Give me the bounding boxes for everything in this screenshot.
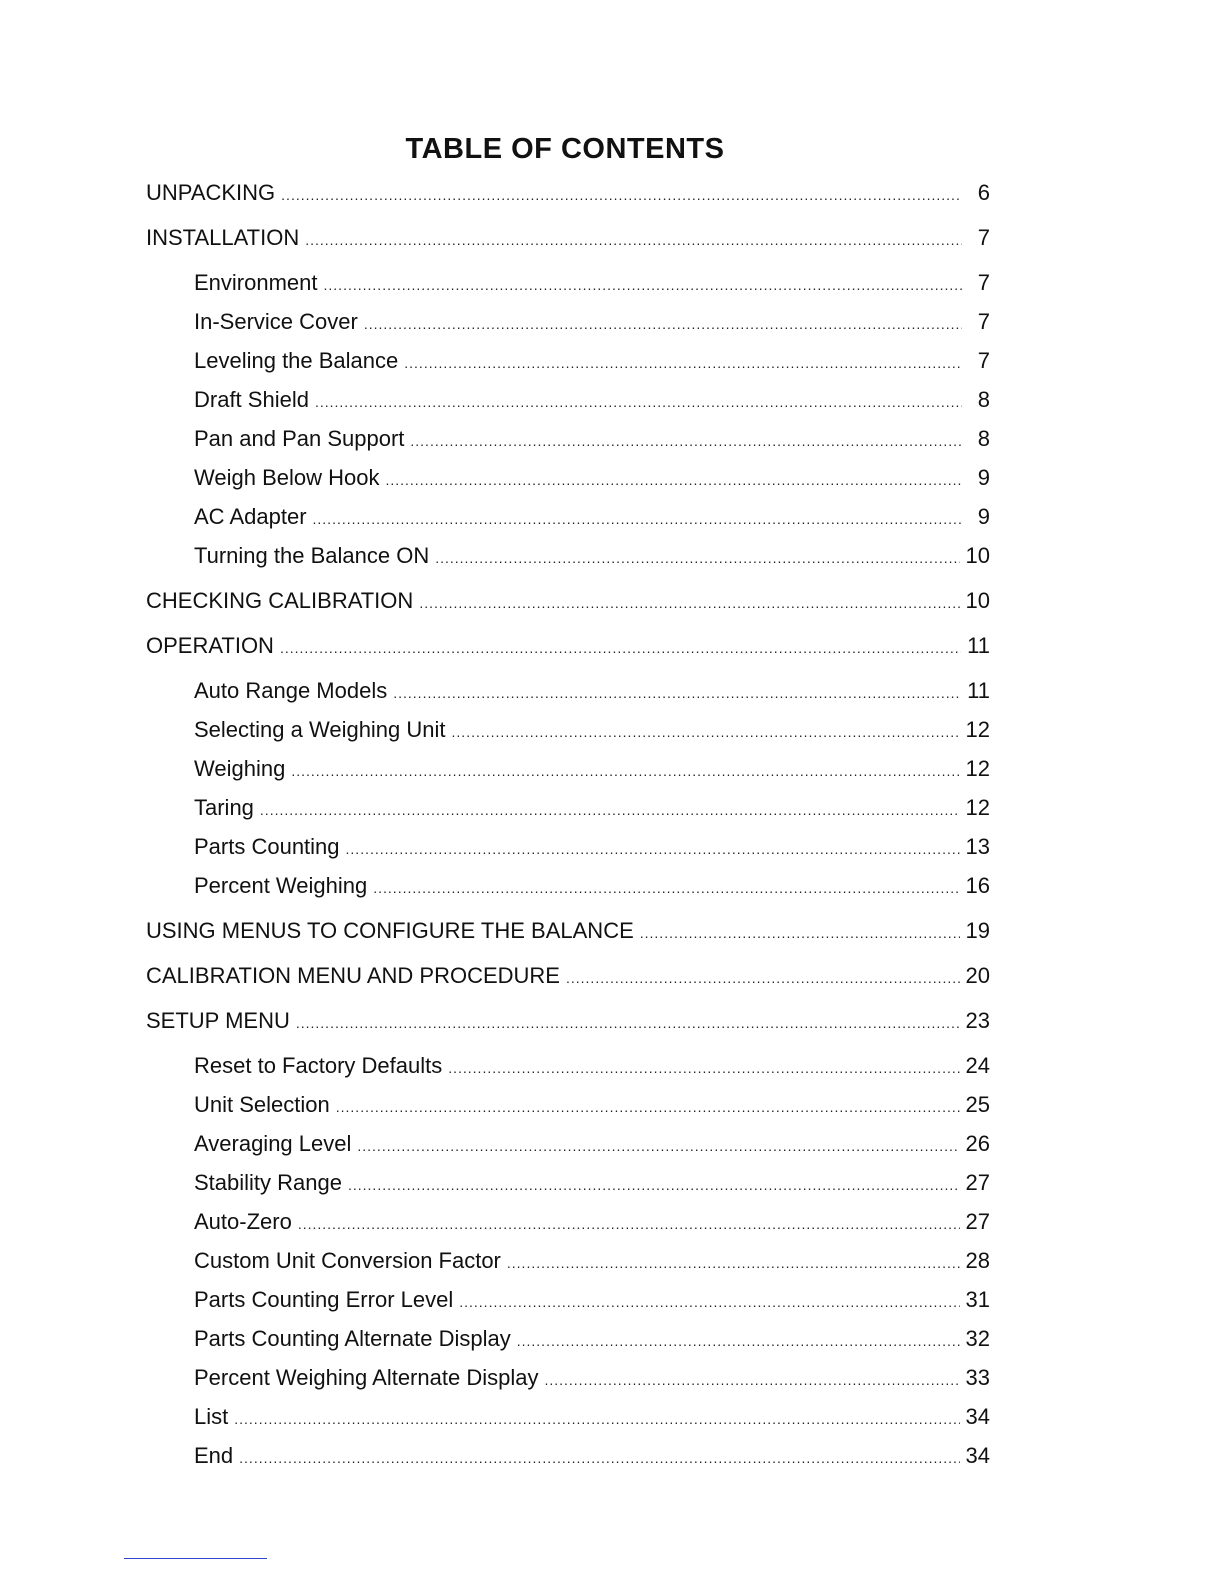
dot-leader [291,758,959,784]
dot-leader [404,350,962,376]
toc-entry-label: AC Adapter [194,504,307,529]
dot-leader [357,1133,959,1159]
toc-entry-page-number: 16 [965,873,990,898]
toc-entry[interactable] [146,387,990,415]
toc-entry-label: List [194,1404,229,1429]
toc-entry-page-number: 8 [977,387,990,412]
table-of-contents [146,180,990,1471]
toc-entry-page-number: 33 [965,1365,990,1390]
toc-entry[interactable] [146,465,990,493]
toc-entry[interactable] [146,588,990,616]
toc-entry-label: CALIBRATION MENU AND PROCEDURE [146,963,560,988]
toc-entry[interactable] [146,717,990,745]
dot-leader [393,680,961,706]
bottom-rule [124,1558,267,1559]
dot-leader [296,1010,960,1036]
toc-entry-page-number: 34 [965,1404,990,1429]
dot-leader [305,227,962,253]
toc-entry-label: Draft Shield [194,387,309,412]
dot-leader [410,428,962,454]
toc-entry-page-number: 19 [965,918,990,943]
toc-entry-label: Auto Range Models [194,678,388,703]
dot-leader [280,635,961,661]
dot-leader [364,311,962,337]
dot-leader [336,1094,960,1120]
toc-entry[interactable] [146,426,990,454]
toc-entry-label: End [194,1443,234,1468]
toc-entry[interactable] [146,834,990,862]
dot-leader [544,1367,959,1393]
dot-leader [566,965,960,991]
page-title: TABLE OF CONTENTS [405,133,725,165]
toc-entry-label: Parts Counting Alternate Display [194,1326,511,1351]
toc-entry-page-number: 27 [965,1170,990,1195]
toc-entry-label: Parts Counting Error Level [194,1287,454,1312]
toc-entry-page-number: 12 [965,717,990,742]
dot-leader [373,875,959,901]
toc-entry[interactable] [146,756,990,784]
dot-leader [435,545,959,571]
dot-leader [298,1211,960,1237]
toc-entry[interactable] [146,1008,990,1036]
toc-entry-page-number: 9 [977,465,990,490]
toc-entry-label: Reset to Factory Defaults [194,1053,443,1078]
toc-entry[interactable] [146,1326,990,1354]
toc-entry[interactable] [146,225,990,253]
toc-entry-page-number: 20 [965,963,990,988]
toc-entry[interactable] [146,270,990,298]
toc-entry-label: Turning the Balance ON [194,543,430,568]
dot-leader [281,182,962,208]
dot-leader [239,1445,959,1471]
toc-entry-page-number: 11 [967,633,990,658]
toc-entry-label: Selecting a Weighing Unit [194,717,446,742]
toc-entry-label: Pan and Pan Support [194,426,405,451]
toc-entry-label: Weighing [194,756,286,781]
toc-entry[interactable] [146,504,990,532]
toc-entry[interactable] [146,1170,990,1198]
dot-leader [313,506,962,532]
toc-entry-label: CHECKING CALIBRATION [146,588,414,613]
toc-entry-page-number: 10 [965,543,990,568]
dot-leader [452,719,960,745]
toc-entry[interactable] [146,1209,990,1237]
dot-leader [348,1172,960,1198]
toc-entry-label: Environment [194,270,318,295]
toc-entry-page-number: 23 [965,1008,990,1033]
toc-entry[interactable] [146,1443,990,1471]
toc-entry[interactable] [146,309,990,337]
toc-entry[interactable] [146,678,990,706]
dot-leader [507,1250,960,1276]
toc-entry[interactable] [146,1248,990,1276]
toc-entry-label: Taring [194,795,254,820]
toc-entry[interactable] [146,633,990,661]
toc-entry-label: Percent Weighing Alternate Display [194,1365,539,1390]
toc-entry-label: USING MENUS TO CONFIGURE THE BALANCE [146,918,634,943]
dot-leader [448,1055,959,1081]
toc-entry-label: Unit Selection [194,1092,330,1117]
toc-entry[interactable] [146,1092,990,1120]
toc-entry-page-number: 10 [965,588,990,613]
dot-leader [419,590,959,616]
toc-entry[interactable] [146,795,990,823]
toc-entry[interactable] [146,348,990,376]
dot-leader [324,272,962,298]
dot-leader [315,389,962,415]
dot-leader [640,920,960,946]
toc-entry-label: Averaging Level [194,1131,352,1156]
toc-entry-page-number: 9 [977,504,990,529]
toc-entry-page-number: 34 [965,1443,990,1468]
toc-entry[interactable] [146,918,990,946]
toc-entry-page-number: 13 [965,834,990,859]
toc-entry[interactable] [146,1053,990,1081]
toc-entry-label: UNPACKING [146,180,276,205]
toc-entry[interactable] [146,543,990,571]
toc-entry[interactable] [146,1404,990,1432]
toc-entry-page-number: 7 [977,348,990,373]
dot-leader [459,1289,959,1315]
dot-leader [234,1406,959,1432]
dot-leader [260,797,960,823]
toc-entry-page-number: 12 [965,795,990,820]
toc-entry-page-number: 11 [967,678,990,703]
toc-entry[interactable] [146,180,990,208]
toc-entry-label: Parts Counting [194,834,340,859]
toc-entry-label: In-Service Cover [194,309,358,334]
toc-entry-page-number: 31 [965,1287,990,1312]
toc-entry[interactable] [146,873,990,901]
toc-entry[interactable] [146,963,990,991]
toc-entry-page-number: 26 [965,1131,990,1156]
toc-entry-page-number: 28 [965,1248,990,1273]
toc-entry-page-number: 32 [965,1326,990,1351]
dot-leader [346,836,960,862]
toc-entry-page-number: 27 [965,1209,990,1234]
toc-entry-page-number: 25 [965,1092,990,1117]
toc-entry-page-number: 6 [977,180,990,205]
toc-entry-label: SETUP MENU [146,1008,290,1033]
toc-entry[interactable] [146,1131,990,1159]
toc-entry[interactable] [146,1365,990,1393]
toc-entry-page-number: 7 [977,225,990,250]
toc-entry-page-number: 24 [965,1053,990,1078]
toc-entry-label: INSTALLATION [146,225,300,250]
dot-leader [385,467,962,493]
toc-entry-label: Percent Weighing [194,873,368,898]
toc-entry-label: OPERATION [146,633,274,658]
toc-entry-label: Custom Unit Conversion Factor [194,1248,501,1273]
toc-entry-label: Stability Range [194,1170,342,1195]
toc-entry-label: Auto-Zero [194,1209,292,1234]
toc-entry-label: Weigh Below Hook [194,465,380,490]
toc-entry-page-number: 12 [965,756,990,781]
toc-entry[interactable] [146,1287,990,1315]
toc-entry-page-number: 7 [977,270,990,295]
toc-entry-label: Leveling the Balance [194,348,399,373]
dot-leader [517,1328,960,1354]
toc-entry-page-number: 7 [977,309,990,334]
toc-entry-page-number: 8 [977,426,990,451]
